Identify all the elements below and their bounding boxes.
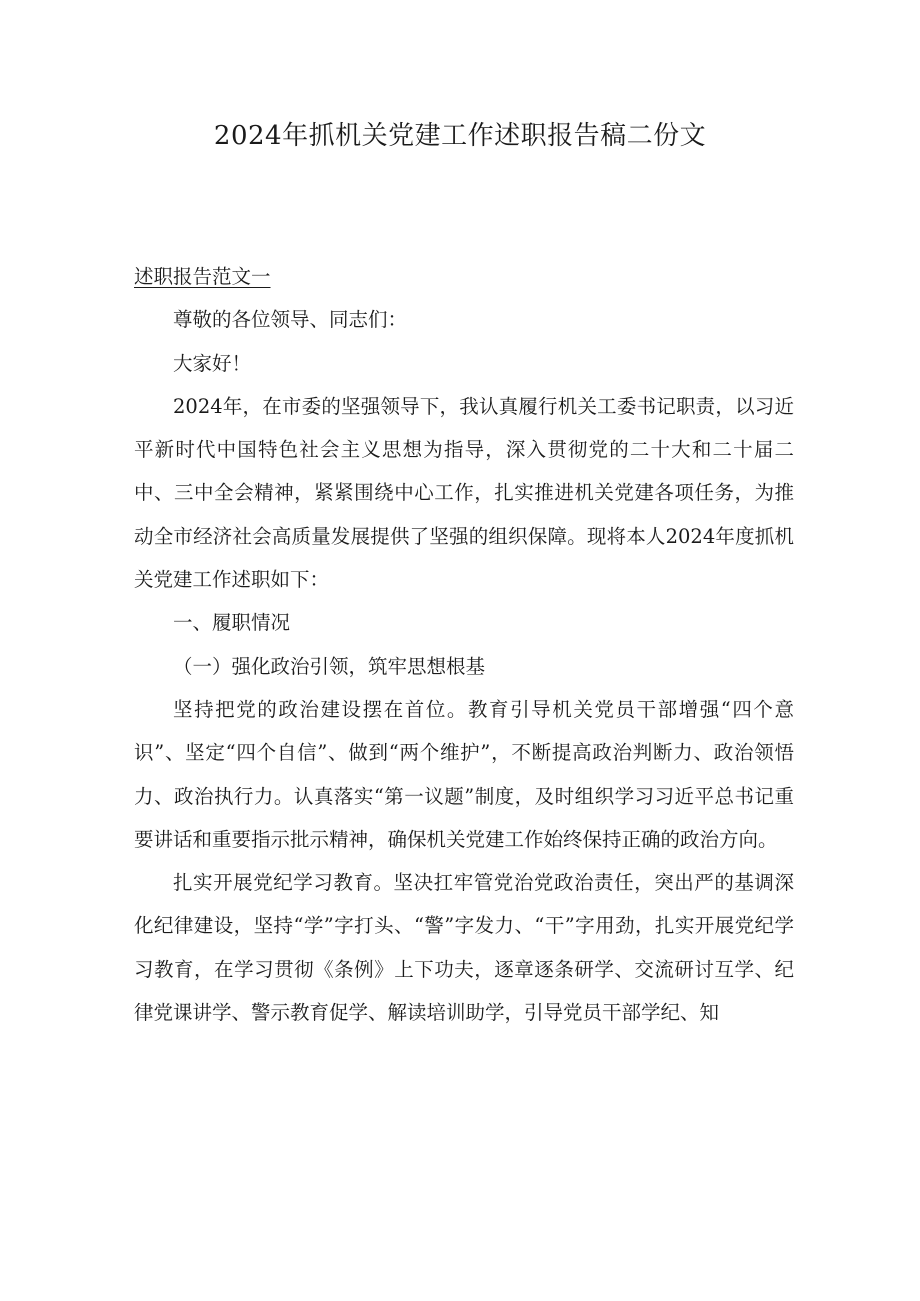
section-label: 述职报告范文一 xyxy=(134,265,271,288)
intro-paragraph: 2024年，在市委的坚强领导下，我认真履行机关工委书记职责，以习近平新时代中国特色社会主义思想为指导，深入贯彻党的二十大和二十届二中、三中全会精神，紧紧围绕中心工作，扎实推进机关党建各项任务，为推动全市经济社会高质量发展提供了坚强的组织保障。现将本人2024年度抓机关党建工作述职如下： xyxy=(134,394,794,592)
subsection-heading: （一）强化政治引领，筑牢思想根基 xyxy=(173,654,486,678)
section-heading: 一、履职情况 xyxy=(173,611,291,635)
greeting-paragraph: 大家好！ xyxy=(173,351,252,375)
document-title: 2024年抓机关党建工作述职报告稿二份文 xyxy=(213,121,707,151)
document-body xyxy=(134,255,794,1034)
body-paragraph: 扎实开展党纪学习教育。坚决扛牢管党治党政治责任，突出严的基调深化纪律建设，坚持“学”字打头、“警”字发力、“干”字用劲，扎实开展党纪学习教育，在学习贯彻《条例》上下功夫，逐章逐条研学、交流研讨互学、纪律党课讲学、警示教育促学、解读培训助学，引导党员干部学纪、知 xyxy=(134,871,794,1025)
body-paragraph: 坚持把党的政治建设摆在首位。教育引导机关党员干部增强“四个意识”、坚定“四个自信”、做到“两个维护”，不断提高政治判断力、政治领悟力、政治执行力。认真落实“第一议题”制度，及时组织学习习近平总书记重要讲话和重要指示批示精神，确保机关党建工作始终保持正确的政治方向。 xyxy=(134,697,794,851)
salutation-paragraph: 尊敬的各位领导、同志们： xyxy=(173,308,408,332)
